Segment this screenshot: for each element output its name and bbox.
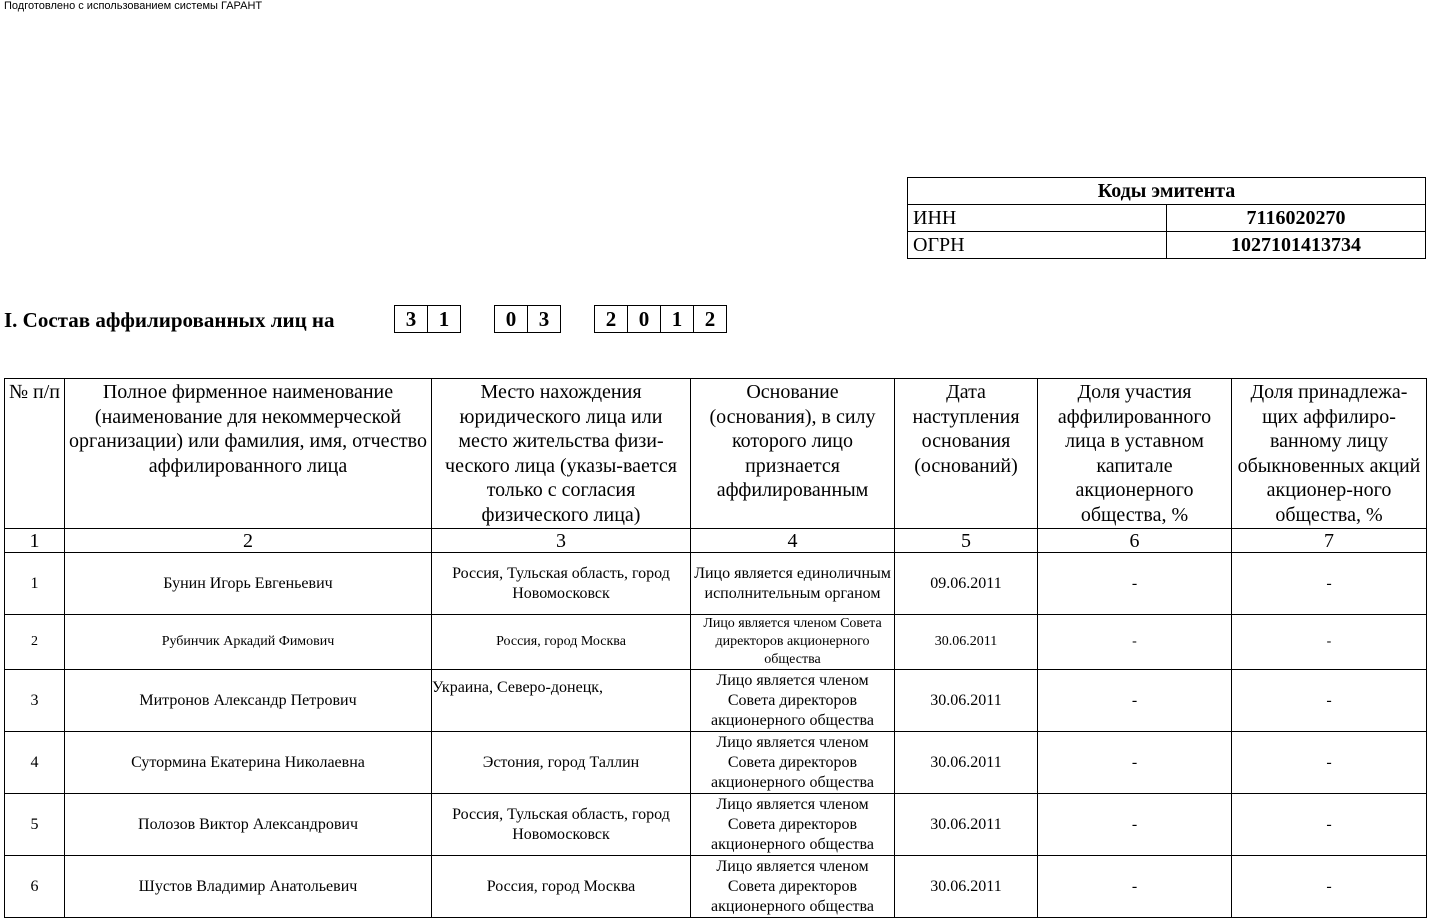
row-location: Украина, Северо-донецк,	[432, 670, 691, 732]
column-number: 7	[1232, 529, 1427, 553]
row-share-stock: -	[1232, 615, 1427, 670]
row-num: 3	[5, 670, 65, 732]
column-number: 1	[5, 529, 65, 553]
table-row	[5, 553, 1427, 615]
section-title: I. Состав аффилированных лиц на	[4, 308, 335, 332]
date-day-digit: 3	[394, 305, 428, 333]
row-basis: Лицо является членом Совета директоров акционерного общества	[691, 856, 895, 918]
inn-value: 7116020270	[1167, 205, 1426, 232]
column-number: 6	[1038, 529, 1232, 553]
issuer-codes-title: Коды эмитента	[908, 178, 1426, 205]
row-date: 30.06.2011	[895, 615, 1038, 670]
row-name: Рубинчик Аркадий Фимович	[65, 615, 432, 670]
date-year-digit: 1	[660, 305, 694, 333]
row-share-stock: -	[1232, 670, 1427, 732]
row-basis: Лицо является членом Совета директоров акционерного общества	[691, 732, 895, 794]
row-num: 2	[5, 615, 65, 670]
col-header-location: Место нахождения юридического лица или место жительства физи-ческого лица (указы-вается только с согласия физического лица)	[432, 379, 691, 529]
row-share-stock: -	[1232, 794, 1427, 856]
issuer-codes-table	[907, 177, 1426, 259]
row-basis: Лицо является единоличным исполнительным органом	[691, 553, 895, 615]
row-location: Россия, город Москва	[432, 856, 691, 918]
row-share-stock: -	[1232, 553, 1427, 615]
ogrn-value: 1027101413734	[1167, 232, 1426, 259]
date-year-digit: 2	[693, 305, 727, 333]
row-num: 6	[5, 856, 65, 918]
row-basis: Лицо является членом Совета директоров акционерного общества	[691, 670, 895, 732]
row-share-stock: -	[1232, 732, 1427, 794]
row-basis: Лицо является членом Совета директоров акционерного общества	[691, 615, 895, 670]
row-location: Эстония, город Таллин	[432, 732, 691, 794]
affiliates-table	[4, 378, 1427, 918]
row-name: Шустов Владимир Анатольевич	[65, 856, 432, 918]
date-year-digit: 0	[627, 305, 661, 333]
column-number: 2	[65, 529, 432, 553]
table-row	[5, 670, 1427, 732]
date-month	[494, 305, 561, 333]
column-number: 3	[432, 529, 691, 553]
col-header-share-stock: Доля принадлежа-щих аффилиро-ванному лицу обыкновенных акций акционер-ного общества, %	[1232, 379, 1427, 529]
row-date: 30.06.2011	[895, 794, 1038, 856]
table-header-row	[5, 379, 1427, 529]
row-name: Митронов Александр Петрович	[65, 670, 432, 732]
row-share-capital: -	[1038, 615, 1232, 670]
col-header-basis: Основание (основания), в силу которого лицо признается аффилированным	[691, 379, 895, 529]
row-share-capital: -	[1038, 670, 1232, 732]
date-year-digit: 2	[594, 305, 628, 333]
row-num: 1	[5, 553, 65, 615]
table-row	[5, 794, 1427, 856]
ogrn-label: ОГРН	[908, 232, 1167, 259]
date-day	[394, 305, 461, 333]
row-num: 4	[5, 732, 65, 794]
column-number: 5	[895, 529, 1038, 553]
table-row	[5, 615, 1427, 670]
row-date: 30.06.2011	[895, 732, 1038, 794]
prepared-note: Подготовлено с использованием системы ГАРАНТ	[4, 0, 263, 12]
row-date: 30.06.2011	[895, 856, 1038, 918]
col-header-name: Полное фирменное наименование (наименование для некоммерческой организации) или фамилия, имя, отчество аффилированного лица	[65, 379, 432, 529]
row-basis: Лицо является членом Совета директоров акционерного общества	[691, 794, 895, 856]
row-share-capital: -	[1038, 856, 1232, 918]
row-name: Бунин Игорь Евгеньевич	[65, 553, 432, 615]
row-share-capital: -	[1038, 732, 1232, 794]
row-name: Сутормина Екатерина Николаевна	[65, 732, 432, 794]
table-row	[5, 732, 1427, 794]
row-location: Россия, Тульская область, город Новомосковск	[432, 553, 691, 615]
row-location: Россия, Тульская область, город Новомосковск	[432, 794, 691, 856]
row-num: 5	[5, 794, 65, 856]
column-numbers-row	[5, 529, 1427, 553]
col-header-num: № п/п	[5, 379, 65, 529]
date-month-digit: 3	[527, 305, 561, 333]
date-year	[594, 305, 727, 333]
row-date: 09.06.2011	[895, 553, 1038, 615]
table-row	[5, 856, 1427, 918]
date-day-digit: 1	[427, 305, 461, 333]
row-name: Полозов Виктор Александрович	[65, 794, 432, 856]
date-month-digit: 0	[494, 305, 528, 333]
col-header-share-capital: Доля участия аффилированного лица в уставном капитале акционерного общества, %	[1038, 379, 1232, 529]
column-number: 4	[691, 529, 895, 553]
inn-label: ИНН	[908, 205, 1167, 232]
col-header-date: Дата наступления основания (оснований)	[895, 379, 1038, 529]
row-share-capital: -	[1038, 553, 1232, 615]
row-location: Россия, город Москва	[432, 615, 691, 670]
row-share-capital: -	[1038, 794, 1232, 856]
row-share-stock: -	[1232, 856, 1427, 918]
row-date: 30.06.2011	[895, 670, 1038, 732]
